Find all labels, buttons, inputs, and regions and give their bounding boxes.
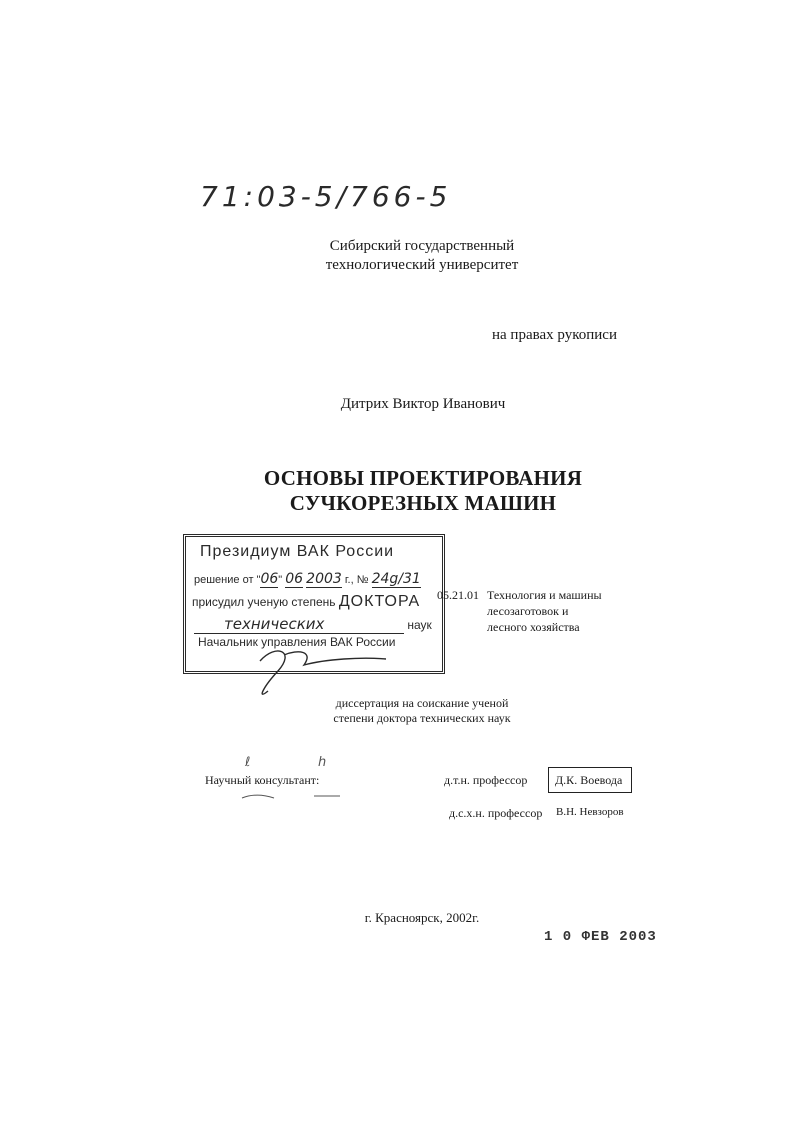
specialty-name-1: Технология и машины [487,588,602,602]
consultant-1-title: д.т.н. профессор [444,773,528,787]
stamp-header: Президиум ВАК России [200,543,395,560]
signature-mark [186,631,442,691]
specialty-code: 05.21.01 [437,588,479,602]
received-date-stamp: 1 0 ФЕВ 2003 [544,929,657,945]
city-year: г. Красноярск, 2002г. [364,910,480,925]
consultant-mark-2: h [318,755,327,770]
manuscript-rights: на правах рукописи [492,327,617,343]
stamp-field: технических наук [194,615,432,634]
stamp-awarded: присудил ученую степень ДОКТОРА [192,593,421,610]
thesis-title-line-2: СУЧКОРЕЗНЫХ МАШИН [289,491,557,515]
archive-code: 71:03-5/766-5 [200,180,452,213]
university-line-1: Сибирский государственный [329,238,515,254]
consultant-underline-marks [240,790,360,804]
specialty-name-2: лесозаготовок и [487,604,569,618]
consultant-label: Научный консультант: [205,773,320,787]
dissertation-line-2: степени доктора технических наук [333,711,511,725]
thesis-title-line-1: ОСНОВЫ ПРОЕКТИРОВАНИЯ [263,466,583,490]
university-line-2: технологический университет [325,257,519,273]
consultant-2-title: д.с.х.н. профессор [449,806,543,820]
specialty-name-3: лесного хозяйства [487,620,580,634]
stamp-decision: решение от "06" 06 2003 г., № 24g/31 [194,571,421,587]
consultant-mark-1: ℓ [245,755,251,770]
vak-stamp [183,534,445,674]
consultant-1-name: Д.К. Воевода [548,767,632,793]
consultant-2-name: В.Н. Невзоров [556,806,624,818]
stamp-official: Начальник управления ВАК России [198,635,396,649]
dissertation-line-1: диссертация на соискание ученой [335,696,509,710]
author-name: Дитрих Виктор Иванович [340,396,506,412]
